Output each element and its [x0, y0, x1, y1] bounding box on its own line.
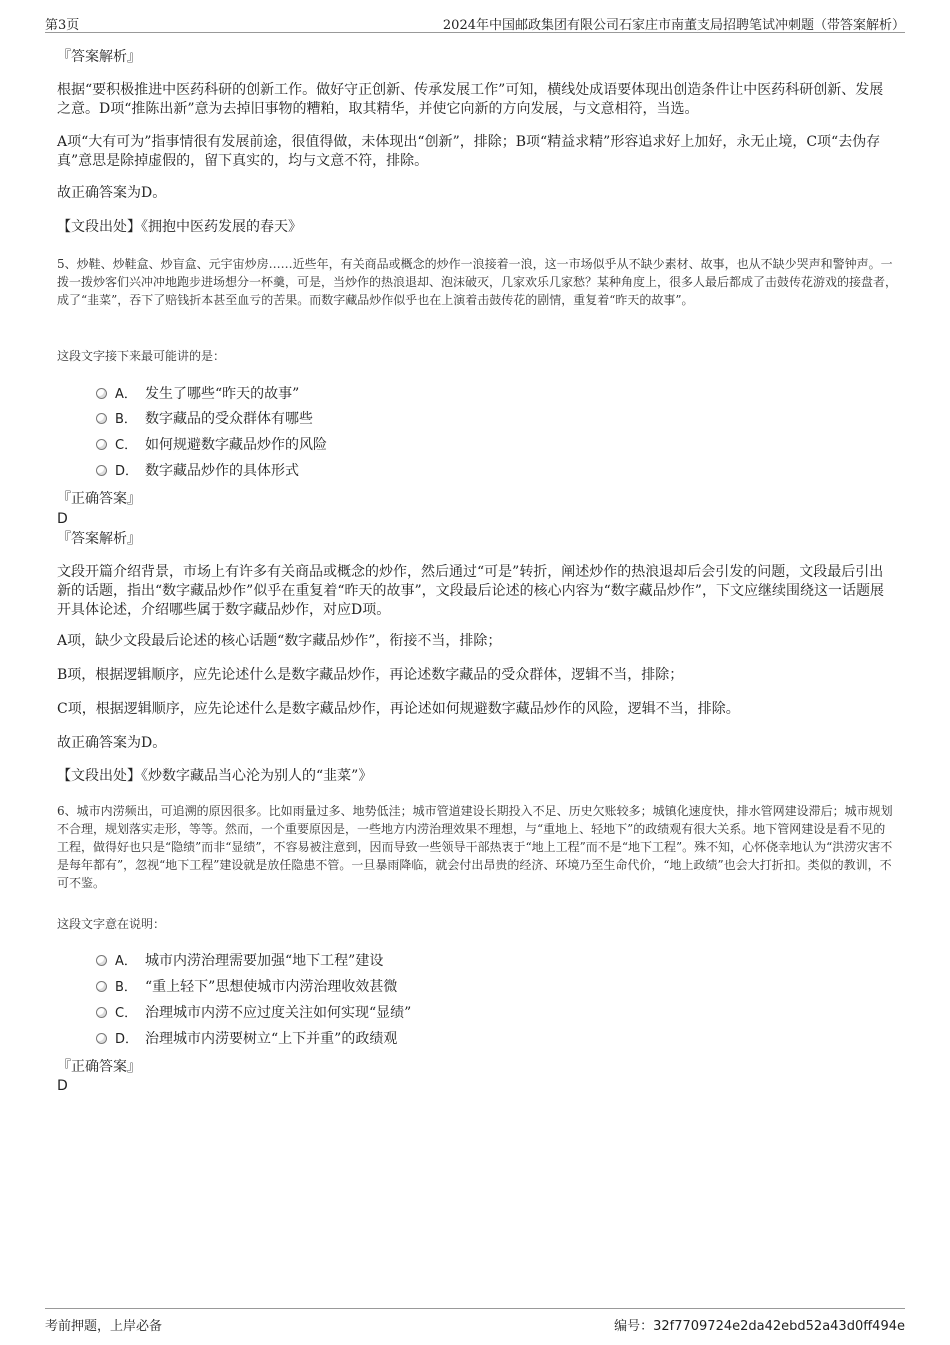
option-a[interactable]: A． 城市内涝治理需要加强“地下工程”建设 — [96, 951, 383, 972]
radio-icon[interactable] — [96, 1033, 107, 1044]
analysis-conclusion: 故正确答案为D。 — [57, 185, 167, 201]
analysis-paragraph: B项，根据逻辑顺序，应先论述什么是数字藏品炒作，再论述数字藏品的受众群体，逻辑不当，排除； — [57, 667, 684, 683]
question-prompt: 这段文字意在说明： — [57, 917, 166, 931]
correct-answer: D — [57, 511, 68, 527]
source-citation: 【文段出处】《拥抱中医药发展的春天》 — [57, 219, 302, 235]
document-title: 2024年中国邮政集团有限公司石家庄市南董支局招聘笔试冲刺题（带答案解析） — [442, 18, 905, 33]
radio-icon[interactable] — [96, 439, 107, 450]
analysis-title: 『答案解析』 — [57, 49, 141, 65]
option-b[interactable]: B． “重上轻下”思想使城市内涝治理收效甚微 — [96, 977, 397, 998]
option-a[interactable]: A． 发生了哪些“昨天的故事” — [96, 384, 299, 405]
page-footer — [45, 1308, 905, 1335]
question-stem: 6、城市内涝频出，可追溯的原因很多。比如雨量过多、地势低洼；城市管道建设长期投入不足、历史欠账较多；城镇化速度快，排水管网建设滞后；城市规划不合理，规划落实走形，等等。然而，一个重要原因是，一些地方内涝治理效果不理想，与“重地上、轻地下”的政绩观有很大关系。地下管网建设是看不见的工程，做得好也只是“隐绩”而非“显绩”，不容易被注意到，因而导致一些领导干部热衷于“地上工程”而不是“地下工程”。殊不知，心怀侥幸地认为“洪涝灾害不是每年都有”，忽视“地下工程”建设就是放任隐患不管。一旦暴雨降临，就会付出昂贵的经济、环境乃至生命代价，“地上政绩”也会大打折扣。类似的教训，不可不鉴。 — [57, 804, 893, 890]
analysis-paragraph: A项“大有可为”指事情很有发展前途，很值得做，未体现出“创新”，排除；B项“精益求精”形容追求好上加好，永无止境，C项“去伪存真”意思是除掉虚假的，留下真实的，均与文意不符，排除。 — [57, 134, 881, 169]
option-b[interactable]: B． 数字藏品的受众群体有哪些 — [96, 409, 313, 430]
document-code: 编号：32f7709724e2da42ebd52a43d0ff494e — [614, 1319, 905, 1334]
option-c[interactable]: C． 如何规避数字藏品炒作的风险 — [96, 435, 327, 456]
radio-icon[interactable] — [96, 388, 107, 399]
correct-answer: D — [57, 1078, 68, 1094]
analysis-paragraph: A项，缺少文段最后论述的核心话题“数字藏品炒作”，衔接不当，排除； — [57, 633, 502, 649]
analysis-paragraph: C项，根据逻辑顺序，应先论述什么是数字藏品炒作，再论述如何规避数字藏品炒作的风险，逻辑不当，排除。 — [57, 701, 740, 717]
page-number: 第3页 — [45, 18, 80, 33]
radio-icon[interactable] — [96, 955, 107, 966]
radio-icon[interactable] — [96, 465, 107, 476]
option-c[interactable]: C． 治理城市内涝不应过度关注如何实现“显绩” — [96, 1003, 411, 1024]
footer-slogan: 考前押题，上岸必备 — [45, 1319, 163, 1334]
source-citation: 【文段出处】《炒数字藏品当心沦为别人的“韭菜”》 — [57, 768, 373, 784]
page-header — [45, 12, 905, 33]
radio-icon[interactable] — [96, 981, 107, 992]
analysis-title: 『答案解析』 — [57, 531, 141, 547]
question-stem: 5、炒鞋、炒鞋盒、炒盲盒、元宇宙炒房……近些年，有关商品或概念的炒作一浪接着一浪，这一市场似乎从不缺少素材、故事，也从不缺少哭声和警钟声。一拨一拨炒客们兴冲冲地跑步进场想分一杯羹，可是，当炒作的热浪退却、泡沫破灭，几家欢乐几家愁？某种角度上，很多人最后都成了击鼓传花游戏的接盘者，成了“韭菜”，吞下了赔钱折本甚至血亏的苦果。而数字藏品炒作似乎也在上演着击鼓传花的剧情，重复着“昨天的故事”。 — [57, 257, 898, 307]
radio-icon[interactable] — [96, 1007, 107, 1018]
correct-answer-title: 『正确答案』 — [57, 491, 141, 507]
radio-icon[interactable] — [96, 413, 107, 424]
analysis-paragraph: 文段开篇介绍背景，市场上有许多有关商品或概念的炒作，然后通过“可是”转折，阐述炒作的热浪退却后会引发的问题，文段最后引出新的话题，指出“数字藏品炒作”似乎在重复着“昨天的故事”，文段最后论述的核心内容为“数字藏品炒作”，下文应继续围绕这一话题展开具体论述，介绍哪些属于数字藏品炒作，对应D项。 — [57, 564, 884, 618]
question-prompt: 这段文字接下来最可能讲的是： — [57, 349, 226, 363]
analysis-paragraph: 根据“要积极推进中医药科研的创新工作。做好守正创新、传承发展工作”可知，横线处成语要体现出创造条件让中医药科研创新、发展之意。D项“推陈出新”意为去掉旧事物的糟粕，取其精华，并使它向新的方向发展，与文意相符，当选。 — [57, 82, 884, 117]
correct-answer-title: 『正确答案』 — [57, 1059, 141, 1075]
analysis-conclusion: 故正确答案为D。 — [57, 735, 167, 751]
option-d[interactable]: D． 数字藏品炒作的具体形式 — [96, 461, 299, 482]
option-d[interactable]: D． 治理城市内涝要树立“上下并重”的政绩观 — [96, 1029, 397, 1050]
